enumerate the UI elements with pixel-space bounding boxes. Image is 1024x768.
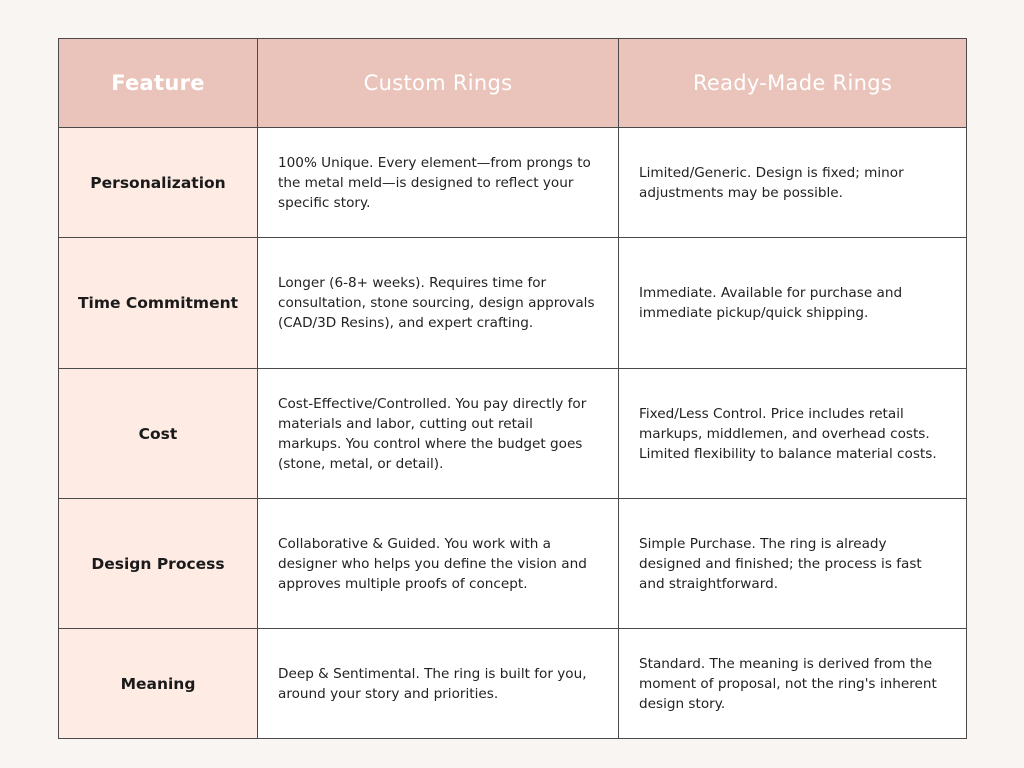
ready-cell: Limited/Generic. Design is fixed; minor adjustments may be possible.	[619, 128, 967, 238]
comparison-table	[58, 38, 967, 739]
table-row	[59, 238, 967, 369]
feature-cell: Design Process	[59, 499, 258, 629]
header-custom-rings: Custom Rings	[258, 39, 619, 128]
ready-cell: Fixed/Less Control. Price includes retail markups, middlemen, and overhead costs. Limited flexibility to balance material costs.	[619, 369, 967, 499]
ready-cell: Immediate. Available for purchase and immediate pickup/quick shipping.	[619, 238, 967, 369]
custom-cell: 100% Unique. Every element—from prongs to the metal meld—is designed to reflect your specific story.	[258, 128, 619, 238]
custom-cell: Collaborative & Guided. You work with a designer who helps you define the vision and approves multiple proofs of concept.	[258, 499, 619, 629]
custom-cell: Cost-Effective/Controlled. You pay directly for materials and labor, cutting out retail markups. You control where the budget goes (stone, metal, or detail).	[258, 369, 619, 499]
ready-cell: Standard. The meaning is derived from the moment of proposal, not the ring's inherent design story.	[619, 629, 967, 739]
feature-cell: Meaning	[59, 629, 258, 739]
table-row	[59, 629, 967, 739]
feature-cell: Cost	[59, 369, 258, 499]
feature-cell: Personalization	[59, 128, 258, 238]
header-ready-made-rings: Ready-Made Rings	[619, 39, 967, 128]
ready-cell: Simple Purchase. The ring is already designed and finished; the process is fast and straightforward.	[619, 499, 967, 629]
feature-cell: Time Commitment	[59, 238, 258, 369]
header-feature: Feature	[59, 39, 258, 128]
table-header-row	[59, 39, 967, 128]
table-row	[59, 369, 967, 499]
table-row	[59, 499, 967, 629]
custom-cell: Deep & Sentimental. The ring is built for you, around your story and priorities.	[258, 629, 619, 739]
table-row	[59, 128, 967, 238]
custom-cell: Longer (6-8+ weeks). Requires time for consultation, stone sourcing, design approvals (CAD/3D Resins), and expert crafting.	[258, 238, 619, 369]
